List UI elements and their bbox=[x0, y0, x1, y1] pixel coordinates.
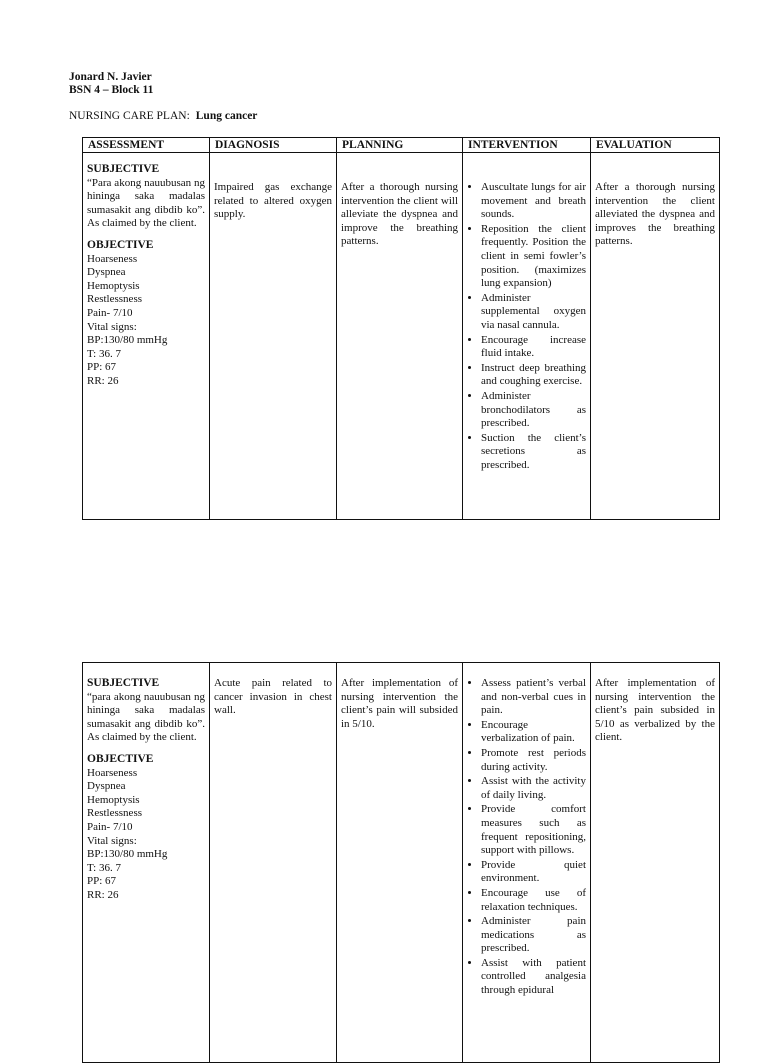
table-row bbox=[83, 663, 720, 1063]
objective-item: T: 36. 7 bbox=[87, 347, 121, 360]
planning-cell bbox=[337, 663, 463, 1063]
objective-item: Vital signs: bbox=[87, 834, 137, 847]
column-header-assessment: ASSESSMENT bbox=[83, 138, 210, 153]
objective-item: Restlessness bbox=[87, 807, 142, 820]
subjective-heading: SUBJECTIVE bbox=[87, 163, 160, 175]
planning-cell bbox=[337, 153, 463, 520]
objective-item: T: 36. 7 bbox=[87, 861, 121, 874]
objective-item: RR: 26 bbox=[87, 888, 119, 901]
list-item: • Provide quiet environment. bbox=[481, 859, 586, 886]
column-header-diagnosis: DIAGNOSIS bbox=[210, 138, 337, 153]
list-item: • Provide comfort measures such as frequent repositioning, support with pillows. bbox=[481, 803, 586, 857]
diagnosis-cell bbox=[210, 153, 337, 520]
evaluation-cell bbox=[591, 153, 720, 520]
intervention-list bbox=[467, 181, 586, 472]
objective-item: Hemoptysis bbox=[87, 279, 140, 292]
intervention-cell bbox=[463, 153, 591, 520]
list-item: • Administer pain medications as prescribed. bbox=[481, 915, 586, 956]
column-header-intervention: INTERVENTION bbox=[463, 138, 591, 153]
planning-text: After a thorough nursing intervention the client will alleviate the dyspnea and improve the breathing patterns. bbox=[341, 181, 458, 248]
list-item: • Reposition the client frequently. Position the client in semi fowler’s position. (maximizes lung expansion) bbox=[481, 223, 586, 291]
objective-item: Dyspnea bbox=[87, 266, 126, 279]
list-item: • Encourage verbalization of pain. bbox=[481, 719, 586, 746]
care-plan-table-1 bbox=[82, 137, 720, 520]
table-header-row bbox=[83, 138, 720, 153]
list-item: • Promote rest periods during activity. bbox=[481, 747, 586, 774]
plan-label: NURSING CARE PLAN: bbox=[69, 110, 190, 122]
assessment-cell bbox=[83, 663, 210, 1063]
list-item: • Assess patient’s verbal and non-verbal cues in pain. bbox=[481, 677, 586, 718]
evaluation-text: After a thorough nursing intervention the client alleviated the dyspnea and improves the breathing patterns. bbox=[595, 181, 715, 248]
list-item: • Encourage increase fluid intake. bbox=[481, 334, 586, 361]
objective-heading: OBJECTIVE bbox=[87, 752, 154, 765]
objective-item: Hoarseness bbox=[87, 766, 138, 779]
objective-item: BP:130/80 mmHg bbox=[87, 334, 168, 347]
objective-item: Hemoptysis bbox=[87, 793, 140, 806]
objective-item: Restlessness bbox=[87, 293, 142, 306]
intervention-cell bbox=[463, 663, 591, 1063]
list-item: • Instruct deep breathing and coughing exercise. bbox=[481, 362, 586, 389]
list-item: • Administer supplemental oxygen via nasal cannula. bbox=[481, 292, 586, 333]
list-item: • Encourage use of relaxation techniques. bbox=[481, 887, 586, 914]
objective-item: PP: 67 bbox=[87, 361, 117, 374]
planning-text: After implementation of nursing intervention the client’s pain will subsided in 5/10. bbox=[341, 677, 458, 730]
list-item: • Suction the client’s secretions as prescribed. bbox=[481, 432, 586, 473]
subjective-text: “para akong nauubusan ng hininga saka madalas sumasakit ang dibdib ko”. As claimed by the client. bbox=[87, 690, 205, 744]
evaluation-cell bbox=[591, 663, 720, 1063]
course-block: BSN 4 – Block 11 bbox=[69, 84, 154, 96]
intervention-list bbox=[467, 677, 586, 998]
column-header-evaluation: EVALUATION bbox=[591, 138, 720, 153]
care-plan-table-2 bbox=[82, 662, 720, 1063]
objective-item: Dyspnea bbox=[87, 780, 126, 793]
objective-item: RR: 26 bbox=[87, 374, 119, 387]
evaluation-text: After implementation of nursing intervention the client’s pain subsided in 5/10 as verbalized by the client. bbox=[595, 677, 715, 744]
diagnosis-cell bbox=[210, 663, 337, 1063]
plan-topic: Lung cancer bbox=[195, 110, 258, 122]
author-name: Jonard N. Javier bbox=[69, 71, 152, 83]
column-header-planning: PLANNING bbox=[337, 138, 463, 153]
subjective-heading: SUBJECTIVE bbox=[87, 677, 160, 689]
assessment-cell bbox=[83, 153, 210, 520]
list-item: • Assist with the activity of daily living. bbox=[481, 775, 586, 802]
objective-item: BP:130/80 mmHg bbox=[87, 848, 168, 861]
list-item: • Assist with patient controlled analgesia through epidural bbox=[481, 957, 586, 998]
plan-title bbox=[69, 109, 257, 123]
objective-item: PP: 67 bbox=[87, 875, 117, 888]
objective-item: Vital signs: bbox=[87, 320, 137, 333]
table-row bbox=[83, 153, 720, 520]
objective-heading: OBJECTIVE bbox=[87, 238, 154, 251]
diagnosis-text: Acute pain related to cancer invasion in chest wall. bbox=[214, 677, 332, 717]
list-item: • Auscultate lungs for air movement and breath sounds. bbox=[481, 181, 586, 222]
diagnosis-text: Impaired gas exchange related to altered oxygen supply. bbox=[214, 181, 332, 221]
objective-item: Pain- 7/10 bbox=[87, 306, 133, 319]
list-item: • Administer bronchodilators as prescribed. bbox=[481, 390, 586, 431]
subjective-text: “Para akong nauubusan ng hininga saka madalas sumasakit ang dibdib ko”. As claimed by the client. bbox=[87, 176, 205, 230]
objective-item: Hoarseness bbox=[87, 252, 138, 265]
objective-item: Pain- 7/10 bbox=[87, 820, 133, 833]
